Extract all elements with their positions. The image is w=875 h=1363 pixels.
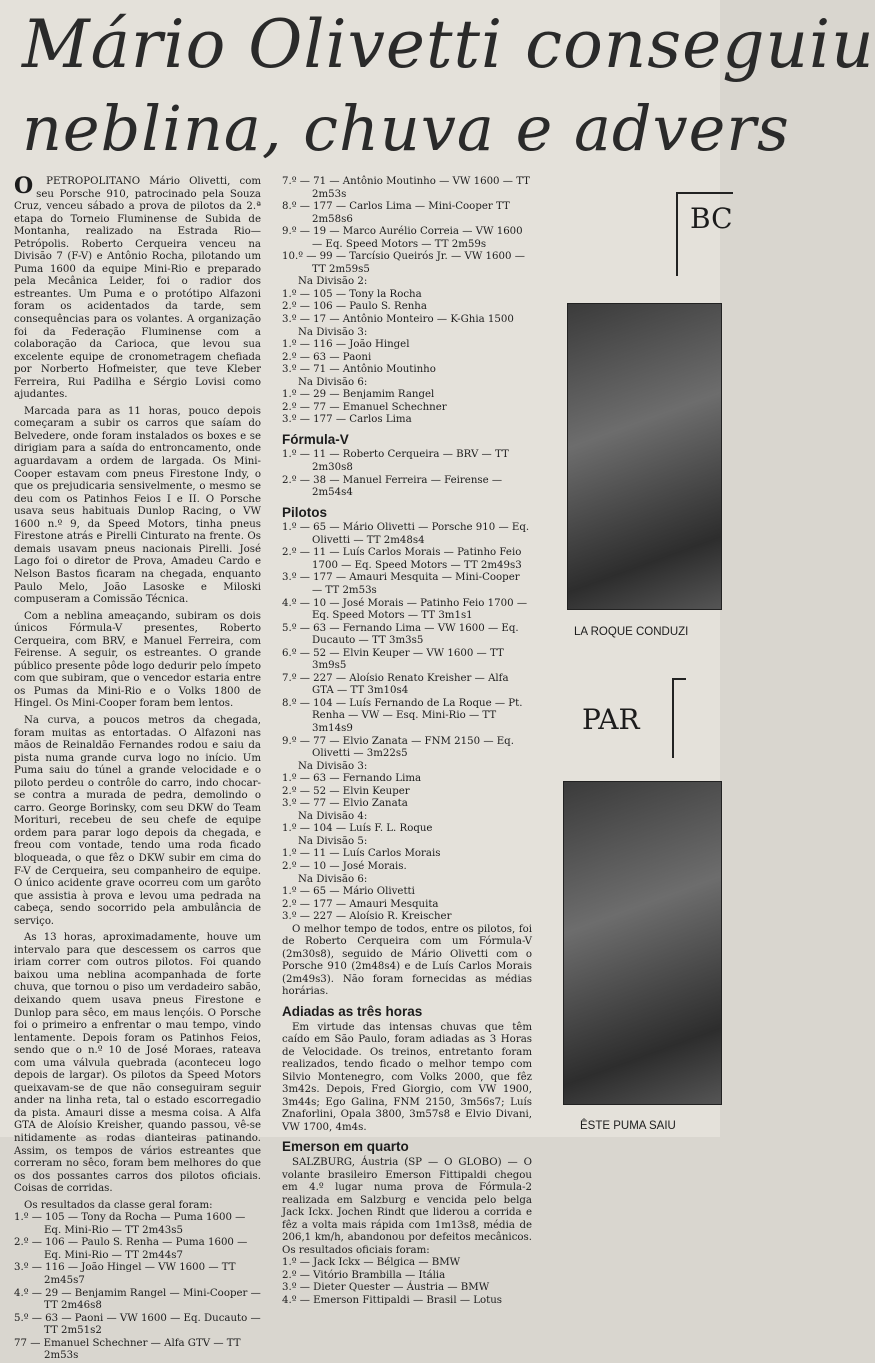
division-heading: Na Divisão 2: <box>298 276 368 288</box>
results-list <box>282 1257 532 1307</box>
list-item: 1.º — 105 — Tony la Rocha <box>282 288 422 300</box>
list-item: 4.º — 10 — José Morais — Patinho Feio 1700 — Eq. Speed Motors — TT 3m1s1 <box>282 597 528 622</box>
list-item: 1.º — 63 — Fernando Lima <box>282 773 422 785</box>
list-item: 7.º — 227 — Aloísio Renato Kreisher — Alfa GTA — TT 3m10s4 <box>282 672 509 697</box>
list-item: 1.º — 65 — Mário Olivetti <box>282 886 415 898</box>
list-item: 1.º — 11 — Luís Carlos Morais <box>282 848 441 860</box>
photo-puma-crash <box>563 781 722 1105</box>
paragraph-lead: O PETROPOLITANO Mário Olivetti, com seu Porsche 910, patrocinado pela Souza Cruz, venceu sábado a prova de pilotos da 2.ª etapa do Torneio Fluminense de Subida de Montanha, realizado na Estrada Rio—Petrópolis. Roberto Cerqueira venceu na Divisão 7 (F-V) e Antônio Rocha, pilotando um Puma 1600 da equipe Mini-Rio e preparado pela Mecânica Leider, foi o radior dos estreantes. Um Puma e o protótipo Alfazoni foram os acidentados da tarde, sem consequências para os volantes. A organização foi da Federação Fluminense com a colaboração da Carioca, que levou sua excelente equipe de cronometragem chefiada por Norberto Hofmeister, que teve Kleber Ferreira, Rui Padilha e Sérgio Lovisi como ajudantes. <box>14 176 261 402</box>
list-item: 2.º — Vitório Brambilla — Itália <box>282 1269 446 1281</box>
division-heading: Na Divisão 6: <box>298 376 368 388</box>
list-item: 5.º — 63 — Fernando Lima — VW 1600 — Eq. Ducauto — TT 3m3s5 <box>282 622 519 647</box>
list-item: 5.º — 63 — Paoni — VW 1600 — Eq. Ducauto — TT 2m51s2 <box>14 1312 261 1337</box>
results-list <box>282 886 532 924</box>
division-heading: Na Divisão 3: <box>298 760 368 772</box>
list-item: 1.º — 29 — Benjamim Rangel <box>282 389 435 401</box>
list-item: 3.º — 71 — Antônio Moutinho <box>282 364 436 376</box>
photo-caption-2: ÊSTE PUMA SAIU <box>580 1120 676 1132</box>
list-item: 1.º — 11 — Roberto Cerqueira — BRV — TT 2m30s8 <box>282 449 509 474</box>
paragraph: Em virtude das intensas chuvas que têm caído em São Paulo, foram adiadas as 3 Horas de Velocidade. Os treinos, entretanto foram realizados, tendo ficado o melhor tempo com Silvio Montenegro, com Volks 2000, que fêz 3m42s. Depois, Fred Giorgio, com VW 1900, 3m44s; Ego Galina, FNM 2150, 3m56s7; Luís Znaforlini, Opala 3800, 3m57s8 e Elvio Divani, VW 1700, 4m4s. <box>282 1021 532 1133</box>
division-heading: Na Divisão 4: <box>298 810 368 822</box>
results-list <box>282 339 532 377</box>
paragraph: Marcada para as 11 horas, pouco depois começaram a subir os carros que saíam do Belvedere, onde foram instalados os boxes e se dirigiam para a saída do entroncamento, onde aguardavam a ordem de largada. Os Mini-Cooper estavam com pneus Firestone Indy, o que os prejudicaria sensivelmente, o mesmo se deu com os Patinhos Feios I e II. O Porsche usava seus habituais Dunlop Racing, o VW 1600 n.º 9, da Speed Motors, tinha pneus Firestone atrás e Pirelli Cinturato na frente. Os demais usavam pneus nacionais Pirelli. José Lago foi o diretor de Prova, Amadeu Cardo e Nelson Bastos ficaram na chegada, enquanto Paulo Melo, João Lasoske e Miloski compuseram a Comissão Técnica. <box>14 405 261 606</box>
paragraph: Os resultados da classe geral foram: <box>24 1199 213 1211</box>
list-item: 1.º — 104 — Luís F. L. Roque <box>282 823 433 835</box>
list-item: 2.º — 77 — Emanuel Schechner <box>282 401 447 413</box>
list-item: 4.º — 29 — Benjamim Rangel — Mini-Cooper — TT 2m46s8 <box>14 1287 261 1312</box>
paragraph: As 13 horas, aproximadamente, houve um intervalo para que descessem os carros que iriam correr com outros pilotos. Foi quando baixou uma neblina acompanhada de forte chuva, que tornou o piso um verdadeiro sabão, deixando quem usava pneus Firestone e Dunlop para sêco, em maus lençóis. O Porsche foi o primeiro a enfrentar o mau tempo, vindo lentamente. Depois foram os Patinhos Feios, sendo que o n.º 10 de José Moraes, rateava com uma válvula quebrada (aconteceu logo depois de largar). Os pilotos da Speed Motors queixavam-se de que não conseguiram seguir ander na linha reta, tal o estado escorregadio da pista. Amauri disse a mesma coisa. A Alfa GTA de Aloísio Kreisher, quando passou, vê-se nitidamente as rodas dianteiras patinando. Assim, os tempos de vários estreantes que correram no sêco, foram bem melhores do que os dos possantes carros dos pilotos oficiais. Coisas de corridas. <box>14 932 261 1195</box>
list-item: 2.º — 106 — Paulo S. Renha <box>282 301 427 313</box>
list-item: 2.º — 177 — Amauri Mesquita <box>282 898 439 910</box>
list-item: 3.º — 227 — Aloísio R. Kreischer <box>282 911 452 923</box>
list-item: 4.º — Emerson Fittipaldi — Brasil — Lotus <box>282 1295 503 1307</box>
results-list <box>282 449 532 499</box>
column-2 <box>282 176 532 1308</box>
list-item: 7.º — 71 — Antônio Moutinho — VW 1600 — TT 2m53s <box>282 176 530 200</box>
list-item: 3.º — Dieter Quester — Áustria — BMW <box>282 1282 490 1294</box>
results-list <box>282 389 532 427</box>
boxed-heading-1: BC <box>676 192 733 276</box>
list-item: 2.º — 11 — Luís Carlos Morais — Patinho Feio 1700 — Eq. Speed Motors — TT 2m49s3 <box>282 547 522 571</box>
list-item: 8.º — 177 — Carlos Lima — Mini-Cooper TT 2m58s6 <box>282 201 510 225</box>
photo-race-car-curve <box>567 303 722 610</box>
results-list <box>14 1212 261 1363</box>
paragraph: SALZBURG, Áustria (SP — O GLOBO) — O volante brasileiro Emerson Fittipaldi chegou em 4.º lugar numa prova de Fórmula-2 realizada em Salzburg e vencida pelo belga Jack Ickx. Jochen Rindt que liderou a corrida e fêz a volta mais rápida com 1m13s8, média de 206,1 km/h, abandonou por defeitos mecânicos. Os resultados oficiais foram: <box>282 1157 532 1256</box>
division-heading: Na Divisão 3: <box>298 326 368 338</box>
paragraph: Com a neblina ameaçando, subiram os dois únicos Fórmula-V presentes, Roberto Cerqueira, com BRV, e Manuel Ferreira, com Feirense. A seguir, os estreantes. O grande público presente pôde logo dedurir pelo ímpeto com que subiram, que o vencedor estaria entre os Pumas da Mini-Rio e o Volks 1800 de Hingel. Os Mini-Cooper foram bem lentos. <box>14 610 261 710</box>
headline-line-2: neblina, chuva e advers <box>22 92 790 165</box>
results-list <box>282 773 532 811</box>
paragraph: Na curva, a poucos metros da chegada, foram muitas as entortadas. O Alfazoni nas mãos de Reinaldão Fernandes rodou e saiu da pista numa grande curva logo no início. Um Puma saiu do túnel a grande velocidade e o piloto perdeu o contrôle do carro, indo chocar-se contra a murada de pedra, demolindo o carro. George Borinsky, com seu DKW do Team Morituri, recebeu de seu chefe de equipe ordem para parar logo depois da chegada, e freou com vontade, tendo uma roda ficado bloqueada, o que fêz o DKW subir em cima do F-V de Cerqueira, seu companheiro de equipe. O único acidente grave ocorreu com um garôto que assistia à prova e levou uma pedrada na cabeça, sendo socorrido pela ambulância de serviço. <box>14 714 261 927</box>
list-item: 3.º — 17 — Antônio Monteiro — K-Ghia 1500 <box>282 314 514 326</box>
boxed-heading-2 <box>672 678 686 758</box>
paragraph: O melhor tempo de todos, entre os pilotos, foi de Roberto Cerqueira com um Fórmula-V (2m30s8), seguido de Mário Olivetti com o Porsche 910 (2m48s4) e de Luís Carlos Morais (2m49s3). Não foram fornecidas as médias horárias. <box>282 923 532 998</box>
results-list <box>282 823 532 836</box>
list-item: 10.º — 99 — Tarcísio Queirós Jr. — VW 1600 — TT 2m59s5 <box>282 251 525 275</box>
results-list <box>282 848 532 873</box>
drop-cap: O <box>14 173 34 199</box>
list-item: 2.º — 106 — Paulo S. Renha — Puma 1600 — Eq. Mini-Rio — TT 2m44s7 <box>14 1237 248 1261</box>
list-item: 3.º — 177 — Amauri Mesquita — Mini-Cooper — TT 2m53s <box>282 572 520 596</box>
list-item: 3.º — 177 — Carlos Lima <box>282 414 412 426</box>
results-list <box>282 289 532 327</box>
list-item: 1.º — 116 — João Hingel <box>282 339 410 351</box>
list-item: 2.º — 10 — José Morais. <box>282 860 407 872</box>
list-item: 2.º — 52 — Elvin Keuper <box>282 785 410 797</box>
subheading-formula-v: Fórmula-V <box>282 431 349 447</box>
list-item: 6.º — 52 — Elvin Keuper — VW 1600 — TT 3m9s5 <box>282 647 504 672</box>
list-item: 3.º — 77 — Elvio Zanata <box>282 798 408 810</box>
division-heading: Na Divisão 6: <box>298 873 368 885</box>
list-item: 1.º — 65 — Mário Olivetti — Porsche 910 — Eq. Olivetti — TT 2m48s4 <box>282 522 530 546</box>
subheading-pilotos: Pilotos <box>282 504 328 520</box>
heading-par: PAR <box>582 703 640 736</box>
column-1 <box>14 173 261 1363</box>
list-item: 3.º — 116 — João Hingel — VW 1600 — TT 2m45s7 <box>14 1262 236 1287</box>
list-item: 77 — Emanuel Schechner — Alfa GTV — TT 2m53s <box>14 1337 241 1362</box>
subheading-adiadas: Adiadas as três horas <box>282 1004 423 1019</box>
subheading-emerson: Emerson em quarto <box>282 1139 409 1155</box>
results-list <box>282 176 532 276</box>
results-list <box>282 522 532 760</box>
list-item: 9.º — 77 — Elvio Zanata — FNM 2150 — Eq. Olivetti — 3m22s5 <box>282 735 514 760</box>
list-item: 2.º — 38 — Manuel Ferreira — Feirense — 2m54s4 <box>282 474 503 499</box>
list-item: 2.º — 63 — Paoni <box>282 351 372 363</box>
list-item: 1.º — Jack Ickx — Bélgica — BMW <box>282 1257 461 1269</box>
photo-caption-1: LA ROQUE CONDUZI <box>574 626 689 638</box>
list-item: 9.º — 19 — Marco Aurélio Correia — VW 1600 — Eq. Speed Motors — TT 2m59s <box>282 226 523 250</box>
division-heading: Na Divisão 5: <box>298 835 368 847</box>
list-item: 1.º — 105 — Tony da Rocha — Puma 1600 — Eq. Mini-Rio — TT 2m43s5 <box>14 1212 246 1236</box>
list-item: 8.º — 104 — Luís Fernando de La Roque — Pt. Renha — VW — Esq. Mini-Rio — TT 3m14s9 <box>282 697 523 734</box>
headline-line-1: Mário Olivetti conseguiu <box>22 6 875 83</box>
